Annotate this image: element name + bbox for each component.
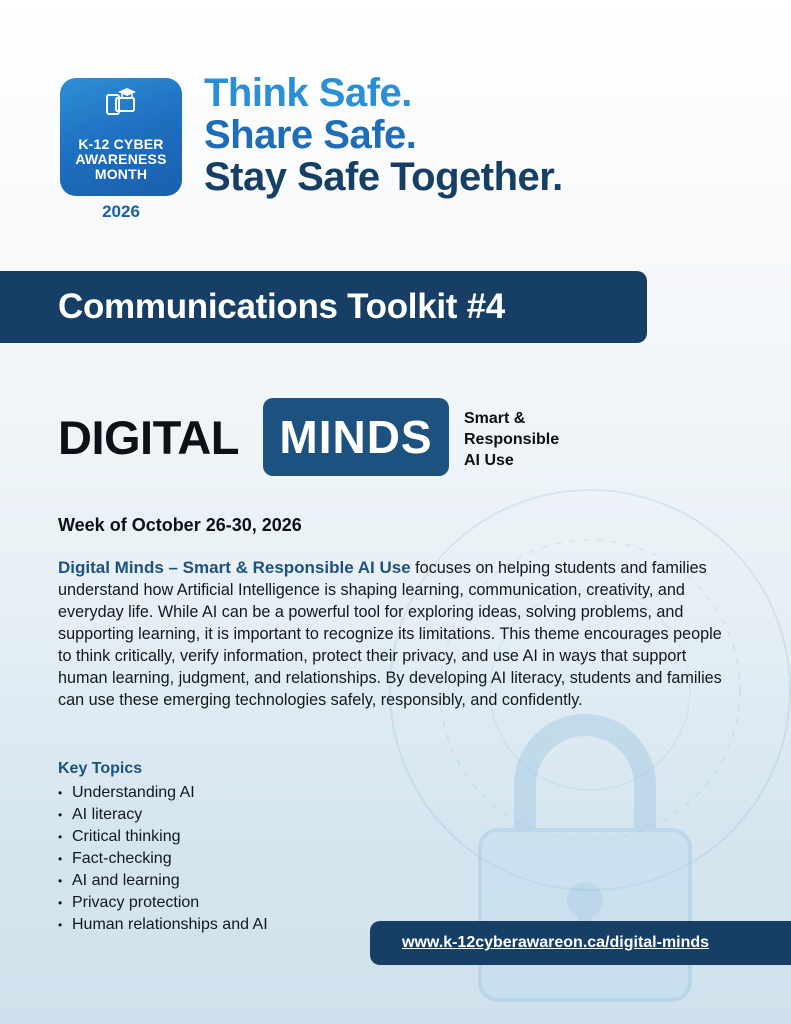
key-topics-list bbox=[58, 782, 268, 936]
list-item bbox=[58, 914, 268, 936]
intro-body: focuses on helping students and families understand how Artificial Intelligence is shaping learning, communication, creativity, and everyday life. While AI can be a powerful tool for exploring ideas, solving problems, and supporting learning, it is important to recognize its limitations. This theme encourages people to think critically, verify information, protect their privacy, and use AI in ways that support human learning, judgment, and relationships. By developing AI literacy, students and families can use these emerging technologies safely, responsibly, and confidently. bbox=[58, 559, 722, 709]
key-topics-heading: Key Topics bbox=[58, 760, 143, 777]
list-item bbox=[58, 782, 268, 804]
cyber-awareness-month-logo bbox=[60, 78, 182, 222]
topic-label: Fact-checking bbox=[72, 850, 172, 867]
theme-logo-minds-box bbox=[263, 398, 449, 476]
toolkit-title: Communications Toolkit #4 bbox=[58, 287, 505, 326]
intro-lead: Digital Minds – Smart & Responsible AI Use bbox=[58, 558, 411, 577]
slogan-line-1: Think Safe. bbox=[204, 71, 412, 115]
theme-logo-digital: DIGITAL bbox=[58, 411, 239, 464]
bullet-icon: • bbox=[58, 852, 63, 866]
logo-badge bbox=[60, 78, 182, 196]
slogan-headline bbox=[204, 72, 563, 198]
bullet-icon: • bbox=[58, 830, 63, 844]
logo-line-1: K-12 CYBER bbox=[78, 136, 164, 152]
intro-paragraph bbox=[58, 557, 738, 711]
bullet-icon: • bbox=[58, 786, 63, 800]
list-item bbox=[58, 804, 268, 826]
bullet-icon: • bbox=[58, 918, 63, 932]
tagline-line-3: AI Use bbox=[464, 452, 514, 469]
url-banner bbox=[370, 921, 791, 965]
list-item bbox=[58, 848, 268, 870]
theme-logo-minds: MINDS bbox=[279, 411, 433, 463]
list-item bbox=[58, 870, 268, 892]
bullet-icon: • bbox=[58, 896, 63, 910]
theme-tagline bbox=[464, 408, 559, 471]
topic-label: AI and learning bbox=[72, 872, 180, 889]
topic-label: Understanding AI bbox=[72, 784, 195, 801]
list-item bbox=[58, 826, 268, 848]
bullet-icon: • bbox=[58, 808, 63, 822]
tagline-line-1: Smart & bbox=[464, 410, 526, 427]
bullet-icon: • bbox=[58, 874, 63, 888]
logo-line-2: AWARENESS bbox=[75, 151, 167, 167]
tagline-line-2: Responsible bbox=[464, 431, 560, 448]
slogan-line-2: Share Safe. bbox=[204, 113, 417, 157]
topic-label: Critical thinking bbox=[72, 828, 181, 845]
topic-label: Privacy protection bbox=[72, 894, 200, 911]
website-link[interactable]: www.k-12cyberawareon.ca/digital-minds bbox=[402, 934, 710, 951]
topic-label: Human relationships and AI bbox=[72, 916, 268, 933]
week-dates: Week of October 26-30, 2026 bbox=[58, 515, 302, 535]
logo-line-3: MONTH bbox=[94, 166, 148, 182]
topic-label: AI literacy bbox=[72, 806, 143, 823]
device-graduation-cap-icon bbox=[104, 86, 138, 116]
toolkit-banner bbox=[0, 271, 647, 343]
logo-year: 2026 bbox=[102, 202, 140, 221]
list-item bbox=[58, 892, 268, 914]
slogan-line-3: Stay Safe Together. bbox=[204, 155, 563, 199]
